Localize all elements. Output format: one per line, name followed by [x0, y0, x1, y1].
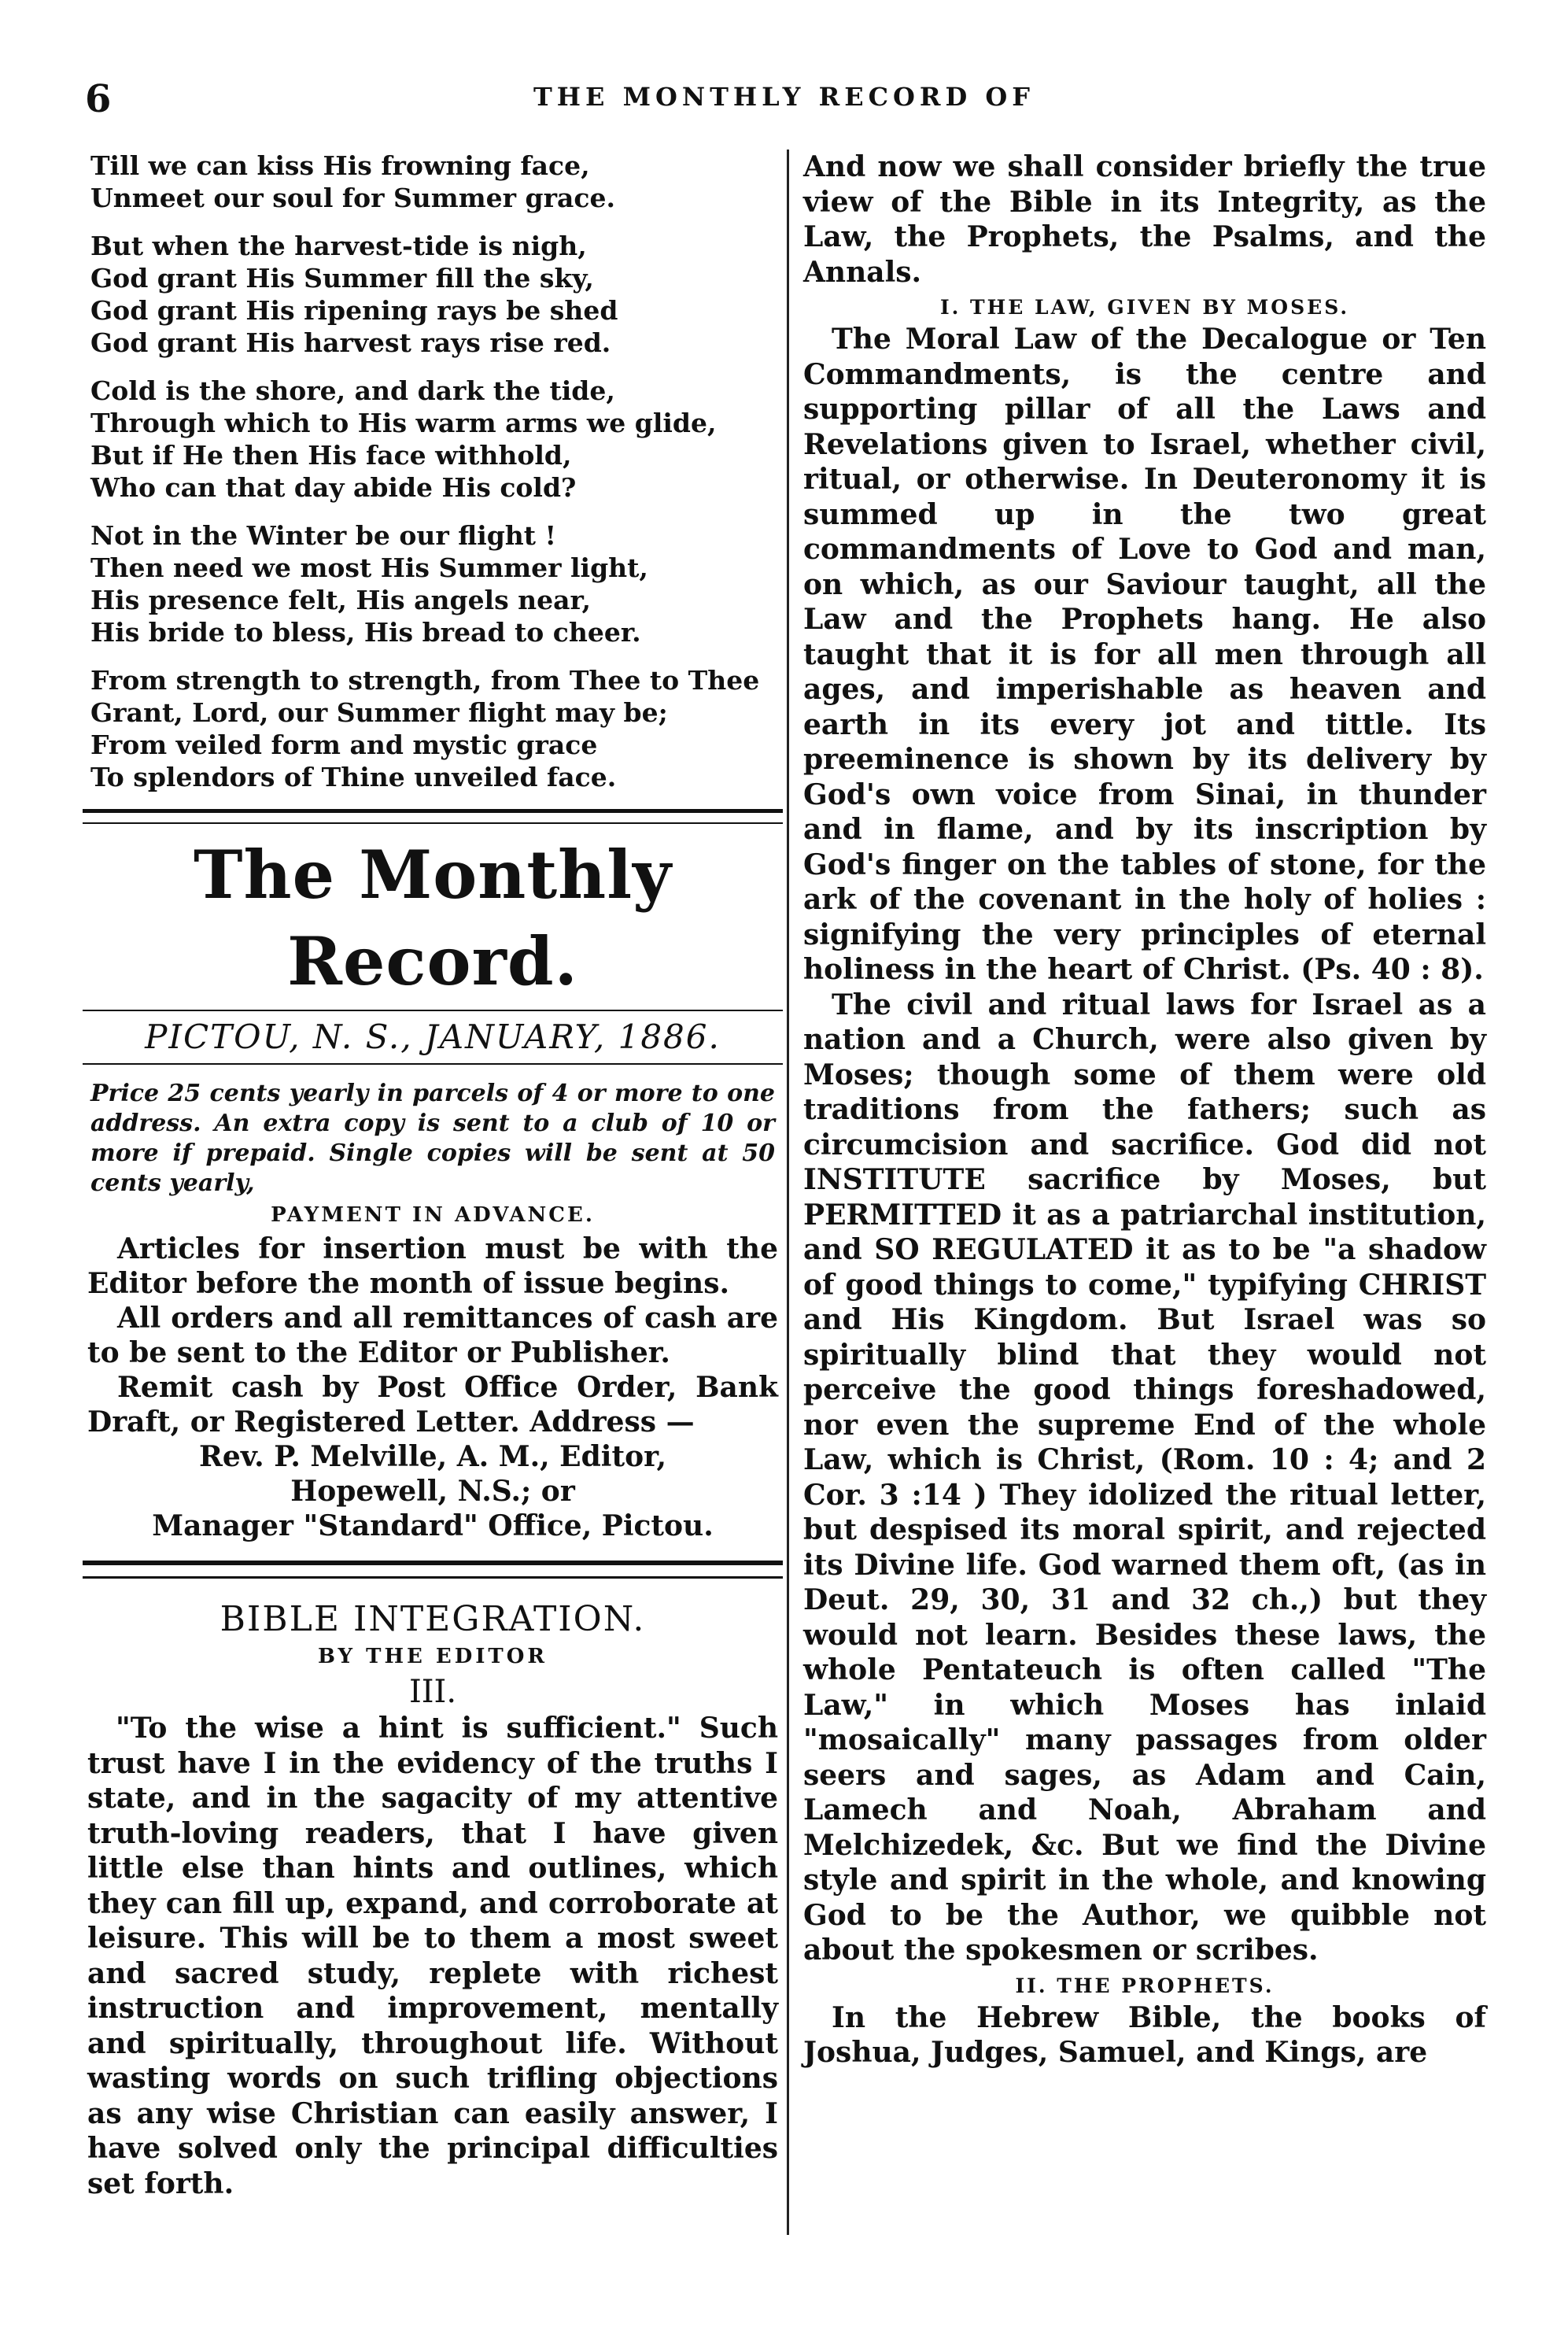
article-paragraph: In the Hebrew Bible, the books of Joshua, Judges, Samuel, and Kings, are — [803, 2000, 1486, 2069]
masthead-title: The Monthly Record. — [194, 836, 672, 1000]
running-head-title: THE MONTHLY RECORD OF — [533, 82, 1035, 112]
notice-paragraph: Articles for insertion must be with the Editor before the month of issue begins. — [87, 1232, 778, 1300]
page-number: 6 — [85, 77, 112, 121]
poem-line: God grant His ripening rays be shed — [90, 295, 618, 326]
article-title: BIBLE INTEGRATION. — [220, 1599, 646, 1639]
article-paragraph: And now we shall consider briefly the true view of the Bible in its Integrity, as the Law, the Prophets, the Psalms, and the Annals. — [803, 150, 1486, 289]
left-column — [83, 150, 783, 2201]
poem-line: From veiled form and mystic grace — [90, 729, 598, 760]
poem-stanza — [90, 664, 783, 793]
poem-line: But if He then His face withhold, — [90, 440, 572, 471]
poem-line: But when the harvest-tide is nigh, — [90, 231, 587, 261]
notice-paragraph: All orders and all remittances of cash are to be sent to the Editor or Publisher. — [87, 1302, 778, 1369]
poem-stanza — [90, 375, 783, 504]
poem-line: His bride to bless, His bread to cheer. — [90, 617, 641, 648]
poem-stanza — [90, 230, 783, 359]
column-divider — [787, 150, 789, 2235]
right-column — [799, 150, 1491, 2070]
payment-notice: PAYMENT IN ADVANCE. — [271, 1203, 595, 1227]
section-rule — [83, 809, 783, 824]
address-line: Manager "Standard" Office, Pictou. — [152, 1509, 714, 1542]
section-heading: I. THE LAW, GIVEN BY MOSES. — [939, 296, 1350, 319]
notice-paragraph: Remit cash by Post Office Order, Bank Draft, or Registered Letter. Address — — [87, 1371, 778, 1439]
article-byline: BY THE EDITOR — [317, 1645, 548, 1668]
poem-line: Grant, Lord, our Summer flight may be; — [90, 697, 668, 728]
article-paragraph: The Moral Law of the Decalogue or Ten Commandments, is the centre and supporting pillar of all the Laws and Revelations given to Israel, whether civil, ritual, or otherwise. In Deuteronomy it is summed up in the two great commandments of Love to God and man, on which, as our Saviour taught, all the Law and the Prophets hang. He also taught that it is for all men through all ages, and imperishable as heaven and earth in its every jot and tittle. Its preeminence is shown by its delivery by God's own voice from Sinai, in thunder and in flame, and by its inscription by God's finger on the tables of stone, for the ark of the covenant in the holy of holies : signifying the very principles of eternal holiness in the heart of Christ. (Ps. 40 : 8). — [803, 323, 1486, 986]
poem-line: God grant His Summer fill the sky, — [90, 263, 594, 294]
poem-line: Not in the Winter be our flight ! — [90, 520, 557, 551]
poem-line: Through which to His warm arms we glide, — [90, 408, 717, 438]
address-line: Hopewell, N.S.; or — [290, 1475, 575, 1508]
poem-line: From strength to strength, from Thee to Thee — [90, 665, 760, 696]
poem-stanza — [90, 519, 783, 648]
article-paragraph: "To the wise a hint is sufficient." Such trust have I in the evidency of the truths I state, and in the sagacity of my attentive truth-loving readers, that I have given little else than hints and outlines, which they can fill up, expand, and corroborate at leisure. This will be to them a most sweet and sacred study, replete with richest instruction and improvement, mentally and spiritually, throughout life. Without wasting words on such trifling objections as any wise Christian can easily answer, I have solved only the principal difficulties set forth. — [87, 1712, 778, 2200]
poem-line: Till we can kiss His frowning face, — [90, 150, 590, 181]
section-heading: II. THE PROPHETS. — [1015, 1974, 1275, 1997]
poem-line: God grant His harvest rays rise red. — [90, 327, 611, 358]
article-part-number: III. — [408, 1674, 457, 1710]
poem — [83, 150, 783, 793]
price-notice: Price 25 cents yearly in parcels of 4 or more to one address. An extra copy is sent to a club of 10 or more if prepaid. Single copies will be sent at 50 cents yearly, — [90, 1080, 775, 1197]
poem-line: Unmeet our soul for Summer grace. — [90, 183, 615, 213]
section-rule — [83, 1561, 783, 1579]
article-paragraph: The civil and ritual laws for Israel as a nation and a Church, were also given by Moses; though some of them were old traditions from the fathers; such as circumcision and sacrifice. God did not INSTITUTE sacrifice by Moses, but PERMITTED it as a patriarchal institution, and SO REGULATED it as to be "a shadow of good things to come," typifying CHRIST and His Kingdom. But Israel was so spiritually blind that they would not perceive the good things foreshadowed, nor even the supreme End of the whole Law, which is Christ, (Rom. 10 : 4; and 2 Cor. 3 :14 ) They idolized the ritual letter, but despised its moral spirit, and rejected its Divine life. God warned them oft, (as in Deut. 29, 30, 31 and 32 ch.,) but they would not learn. Besides these laws, the whole Pentateuch is often called "The Law," in which Moses has inlaid "mosaically" many passages from older seers and sages, as Adam and Cain, Lamech and Noah, Abraham and Melchizedek, &c. But we find the Divine style and spirit in the whole, and knowing God to be the Author, we quibble not about the spokesmen or scribes. — [803, 988, 1486, 1967]
poem-stanza — [90, 150, 783, 214]
dateline: PICTOU, N. S., JANUARY, 1886. — [83, 1010, 783, 1065]
address-line: Rev. P. Melville, A. M., Editor, — [199, 1440, 666, 1473]
poem-line: Cold is the shore, and dark the tide, — [90, 375, 615, 406]
poem-line: Then need we most His Summer light, — [90, 552, 648, 583]
running-head — [0, 77, 1568, 132]
poem-line: His presence felt, His angels near, — [90, 585, 592, 615]
poem-line: To splendors of Thine unveiled face. — [90, 762, 617, 792]
poem-line: Who can that day abide His cold? — [90, 472, 577, 503]
